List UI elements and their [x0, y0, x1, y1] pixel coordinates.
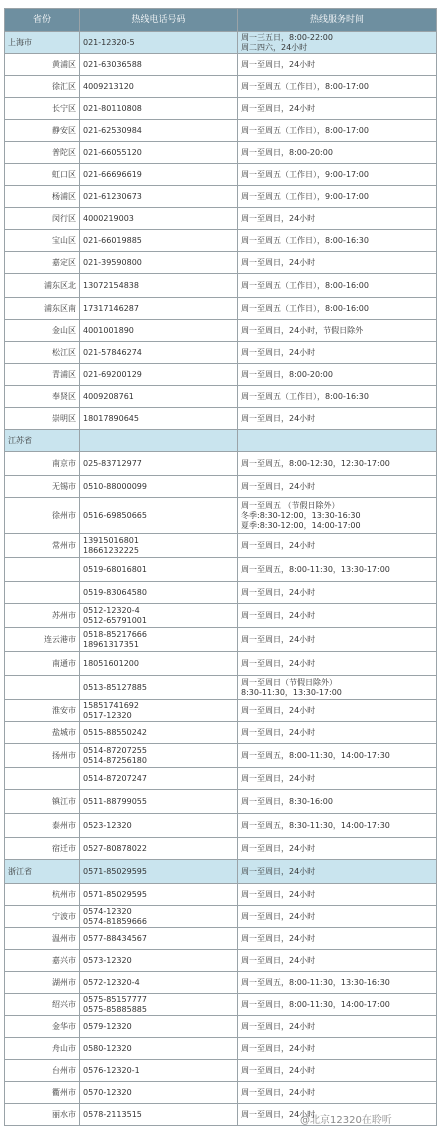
table-header-row	[5, 9, 437, 32]
region-name-cell: 南通市	[5, 652, 80, 676]
phone-cell: 0511-88799055	[80, 790, 238, 814]
phone-cell: 0571-85029595	[80, 884, 238, 906]
hours-cell: 周一至周五（工作日），8:00-16:00	[238, 274, 437, 298]
phone-cell: 0518-85217666 18961317351	[80, 628, 238, 652]
table-row	[5, 558, 437, 582]
table-row	[5, 1082, 437, 1104]
phone-cell: 021-61230673	[80, 186, 238, 208]
region-name-cell: 崇明区	[5, 408, 80, 430]
hours-cell: 周一至周日，24小时	[238, 906, 437, 928]
phone-cell: 4000219003	[80, 208, 238, 230]
hours-cell: 周一至周日，24小时	[238, 342, 437, 364]
table-row	[5, 408, 437, 430]
region-name-cell: 温州市	[5, 928, 80, 950]
hours-cell: 周一至周日，8:00-20:00	[238, 142, 437, 164]
phone-cell: 0570-12320	[80, 1082, 238, 1104]
phone-cell: 18017890645	[80, 408, 238, 430]
region-name-cell: 长宁区	[5, 98, 80, 120]
hours-cell: 周一至周日，24小时	[238, 768, 437, 790]
hours-cell: 周一至周日，24小时	[238, 476, 437, 498]
table-row	[5, 164, 437, 186]
region-name-cell: 金华市	[5, 1016, 80, 1038]
region-name-cell: 苏州市	[5, 604, 80, 628]
region-name-cell: 衢州市	[5, 1082, 80, 1104]
table-row	[5, 208, 437, 230]
table-row	[5, 98, 437, 120]
region-name-cell: 杨浦区	[5, 186, 80, 208]
hours-cell: 周一至周日，8:30-16:00	[238, 790, 437, 814]
phone-cell: 0580-12320	[80, 1038, 238, 1060]
table-row	[5, 142, 437, 164]
phone-cell: 021-12320-5	[80, 32, 238, 54]
phone-cell: 18051601200	[80, 652, 238, 676]
phone-cell: 4009213120	[80, 76, 238, 98]
phone-cell: 0572-12320-4	[80, 972, 238, 994]
region-name-cell: 普陀区	[5, 142, 80, 164]
phone-cell: 021-39590800	[80, 252, 238, 274]
hours-cell: 周一至周日，24小时	[238, 1104, 437, 1126]
table-row	[5, 476, 437, 498]
phone-cell: 0510-88000099	[80, 476, 238, 498]
hours-cell	[238, 430, 437, 452]
table-row	[5, 768, 437, 790]
hours-cell: 周一至周日，24小时	[238, 628, 437, 652]
table-row	[5, 722, 437, 744]
region-name-cell: 松江区	[5, 342, 80, 364]
region-name-cell: 徐汇区	[5, 76, 80, 98]
region-name-cell: 连云港市	[5, 628, 80, 652]
region-name-cell: 上海市	[5, 32, 80, 54]
province-row	[5, 860, 437, 884]
hours-cell: 周一至周日，24小时	[238, 860, 437, 884]
region-name-cell: 嘉兴市	[5, 950, 80, 972]
phone-cell: 0577-88434567	[80, 928, 238, 950]
phone-cell: 4009208761	[80, 386, 238, 408]
phone-cell: 0527-80878022	[80, 838, 238, 860]
phone-cell: 4001001890	[80, 320, 238, 342]
phone-cell: 0571-85029595	[80, 860, 238, 884]
hotline-table	[4, 8, 437, 1126]
phone-cell: 021-63036588	[80, 54, 238, 76]
phone-cell: 021-69200129	[80, 364, 238, 386]
region-name-cell: 淮安市	[5, 700, 80, 722]
phone-cell: 0519-68016801	[80, 558, 238, 582]
phone-cell: 0523-12320	[80, 814, 238, 838]
hours-cell: 周一至周五 （节假日除外） 冬季:8:30-12:00，13:30-16:30 夏季:8:30-12:00，14:00-17:00	[238, 498, 437, 534]
phone-cell: 0573-12320	[80, 950, 238, 972]
hours-cell: 周一至周五，8:00-11:30，13:30-16:30	[238, 972, 437, 994]
table-row	[5, 582, 437, 604]
table-row	[5, 452, 437, 476]
hours-cell: 周一至周日，24小时	[238, 604, 437, 628]
region-name-cell: 黄浦区	[5, 54, 80, 76]
table-row	[5, 652, 437, 676]
phone-cell: 021-62530984	[80, 120, 238, 142]
phone-cell: 0574-12320 0574-81859666	[80, 906, 238, 928]
region-name-cell: 绍兴市	[5, 994, 80, 1016]
phone-cell: 021-57846274	[80, 342, 238, 364]
hours-cell: 周一至周五，8:30-11:30，14:00-17:30	[238, 814, 437, 838]
region-name-cell: 嘉定区	[5, 252, 80, 274]
hours-cell: 周一至周日，24小时	[238, 950, 437, 972]
table-row	[5, 700, 437, 722]
region-name-cell: 泰州市	[5, 814, 80, 838]
hours-cell: 周一至周日，24小时	[238, 700, 437, 722]
province-row	[5, 430, 437, 452]
region-name-cell: 金山区	[5, 320, 80, 342]
header-hours: 热线服务时间	[238, 9, 437, 32]
table-row	[5, 534, 437, 558]
hours-cell: 周一至周五（工作日），8:00-16:30	[238, 230, 437, 252]
region-name-cell: 浦东区南	[5, 298, 80, 320]
table-row	[5, 884, 437, 906]
hours-cell: 周一至周五（工作日），9:00-17:00	[238, 164, 437, 186]
table-row	[5, 1060, 437, 1082]
table-row	[5, 604, 437, 628]
table-row	[5, 1016, 437, 1038]
region-name-cell: 奉贤区	[5, 386, 80, 408]
phone-cell: 021-66019885	[80, 230, 238, 252]
table-row	[5, 298, 437, 320]
region-name-cell	[5, 768, 80, 790]
region-name-cell: 浦东区北	[5, 274, 80, 298]
region-name-cell: 扬州市	[5, 744, 80, 768]
table-row	[5, 252, 437, 274]
table-row	[5, 498, 437, 534]
hours-cell: 周一至周日，24小时	[238, 534, 437, 558]
table-row	[5, 744, 437, 768]
region-name-cell	[5, 582, 80, 604]
phone-cell: 0575-85157777 0575-85885885	[80, 994, 238, 1016]
hours-cell: 周一至周日，24小时	[238, 1038, 437, 1060]
table-row	[5, 320, 437, 342]
hours-cell: 周一至周日，24小时	[238, 652, 437, 676]
table-body	[5, 32, 437, 1126]
hours-cell: 周一至周日，24小时	[238, 928, 437, 950]
phone-cell: 0513-85127885	[80, 676, 238, 700]
hours-cell: 周一至周日，24小时	[238, 208, 437, 230]
phone-cell: 13915016801 18661232225	[80, 534, 238, 558]
table-row	[5, 838, 437, 860]
region-name-cell: 盐城市	[5, 722, 80, 744]
hours-cell: 周一至周日，24小时，节假日除外	[238, 320, 437, 342]
hours-cell: 周一至周日，8:00-11:30，14:00-17:00	[238, 994, 437, 1016]
hours-cell: 周一至周日，24小时	[238, 98, 437, 120]
hours-cell: 周一至周五，8:00-11:30，14:00-17:30	[238, 744, 437, 768]
region-name-cell: 镇江市	[5, 790, 80, 814]
region-name-cell: 舟山市	[5, 1038, 80, 1060]
phone-cell: 17317146287	[80, 298, 238, 320]
hours-cell: 周一至周五（工作日），8:00-17:00	[238, 76, 437, 98]
region-name-cell	[5, 676, 80, 700]
hours-cell: 周一至周五（工作日），8:00-16:30	[238, 386, 437, 408]
phone-cell: 0515-88550242	[80, 722, 238, 744]
region-name-cell: 静安区	[5, 120, 80, 142]
phone-cell: 0516-69850665	[80, 498, 238, 534]
phone-cell: 15851741692 0517-12320	[80, 700, 238, 722]
hours-cell: 周一至周五（工作日），8:00-16:00	[238, 298, 437, 320]
table-row	[5, 1038, 437, 1060]
hours-cell: 周一至周日，24小时	[238, 1082, 437, 1104]
table-row	[5, 76, 437, 98]
table-row	[5, 928, 437, 950]
region-name-cell: 宁波市	[5, 906, 80, 928]
phone-cell: 13072154838	[80, 274, 238, 298]
region-name-cell: 闵行区	[5, 208, 80, 230]
phone-cell: 021-66055120	[80, 142, 238, 164]
header-phone: 热线电话号码	[80, 9, 238, 32]
hours-cell: 周一至周日，24小时	[238, 582, 437, 604]
phone-cell: 021-80110808	[80, 98, 238, 120]
phone-cell: 0519-83064580	[80, 582, 238, 604]
region-name-cell: 徐州市	[5, 498, 80, 534]
header-province: 省份	[5, 9, 80, 32]
region-name-cell: 宿迁市	[5, 838, 80, 860]
region-name-cell: 无锡市	[5, 476, 80, 498]
phone-cell: 0578-2113515	[80, 1104, 238, 1126]
table-row	[5, 120, 437, 142]
table-row	[5, 994, 437, 1016]
hours-cell: 周一至周日，24小时	[238, 252, 437, 274]
hours-cell: 周一至周日，24小时	[238, 408, 437, 430]
hours-cell: 周一至周日，24小时	[238, 1060, 437, 1082]
hours-cell: 周一至周五，8:00-12:30，12:30-17:00	[238, 452, 437, 476]
hours-cell: 周一三五日，8:00-22:00 周二四六，24小时	[238, 32, 437, 54]
table-row	[5, 186, 437, 208]
region-name-cell: 浙江省	[5, 860, 80, 884]
hours-cell: 周一至周日（节假日除外） 8:30-11:30，13:30-17:00	[238, 676, 437, 700]
table-row	[5, 364, 437, 386]
phone-cell: 0514-87207255 0514-87256180	[80, 744, 238, 768]
region-name-cell	[5, 558, 80, 582]
hours-cell: 周一至周日，24小时	[238, 884, 437, 906]
phone-cell: 0514-87207247	[80, 768, 238, 790]
table-row	[5, 906, 437, 928]
region-name-cell: 湖州市	[5, 972, 80, 994]
table-row	[5, 814, 437, 838]
table-row	[5, 230, 437, 252]
region-name-cell: 青浦区	[5, 364, 80, 386]
watermark: @北京12320在聆听	[300, 1115, 392, 1126]
table-row	[5, 342, 437, 364]
table-row	[5, 386, 437, 408]
region-name-cell: 虹口区	[5, 164, 80, 186]
province-row	[5, 32, 437, 54]
table-row	[5, 950, 437, 972]
phone-cell: 021-66696619	[80, 164, 238, 186]
region-name-cell: 丽水市	[5, 1104, 80, 1126]
region-name-cell: 宝山区	[5, 230, 80, 252]
region-name-cell: 南京市	[5, 452, 80, 476]
phone-cell	[80, 430, 238, 452]
hours-cell: 周一至周日，24小时	[238, 54, 437, 76]
region-name-cell: 台州市	[5, 1060, 80, 1082]
table-row	[5, 790, 437, 814]
phone-cell: 0579-12320	[80, 1016, 238, 1038]
hours-cell: 周一至周日，24小时	[238, 838, 437, 860]
region-name-cell: 杭州市	[5, 884, 80, 906]
phone-cell: 025-83712977	[80, 452, 238, 476]
phone-cell: 0576-12320-1	[80, 1060, 238, 1082]
hours-cell: 周一至周五（工作日），9:00-17:00	[238, 186, 437, 208]
hours-cell: 周一至周日，8:00-20:00	[238, 364, 437, 386]
phone-cell: 0512-12320-4 0512-65791001	[80, 604, 238, 628]
hours-cell: 周一至周日，24小时	[238, 1016, 437, 1038]
table-row	[5, 628, 437, 652]
hours-cell: 周一至周日，24小时	[238, 722, 437, 744]
hours-cell: 周一至周五，8:00-11:30，13:30-17:00	[238, 558, 437, 582]
region-name-cell: 江苏省	[5, 430, 80, 452]
region-name-cell: 常州市	[5, 534, 80, 558]
table-row	[5, 972, 437, 994]
table-row	[5, 274, 437, 298]
table-row	[5, 676, 437, 700]
table-row	[5, 54, 437, 76]
hours-cell: 周一至周五（工作日），8:00-17:00	[238, 120, 437, 142]
